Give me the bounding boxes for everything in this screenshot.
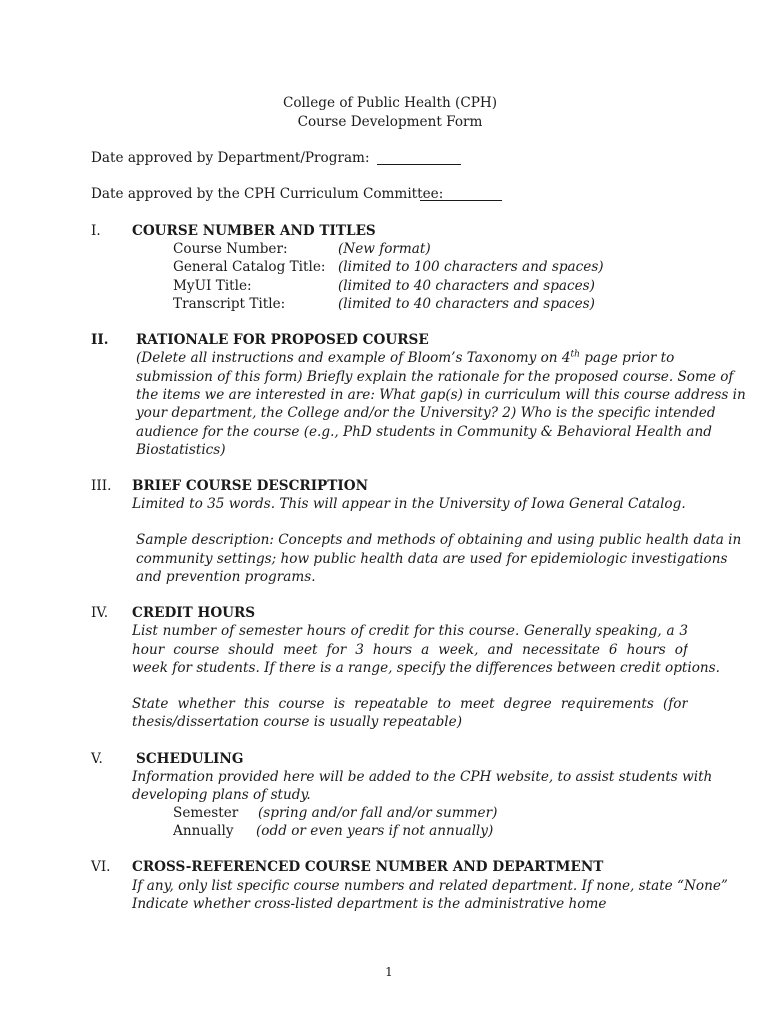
repeatable-line-2: thesis/dissertation course is usually repeatable) (132, 714, 463, 730)
semester-hint: (spring and/or fall and/or summer) (258, 805, 498, 821)
rationale-text-line-6: Biostatistics) (136, 442, 226, 458)
annually-hint: (odd or even years if not annually) (256, 823, 494, 839)
course-number-label: Course Number: (173, 241, 288, 257)
course-number-hint: (New format) (338, 241, 431, 257)
rationale-text-line-2: submission of this form) Briefly explain the rationale for the proposed course. Some of (136, 369, 734, 385)
credit-hours-line-3: week for students. If there is a range, specify the differences between credit options. (132, 660, 720, 676)
scheduling-text-line-2: developing plans of study. (132, 787, 311, 803)
section-6-numeral: VI. (91, 859, 111, 875)
section-4-title: CREDIT HOURS (132, 605, 256, 621)
sample-description-line-2: community settings; how public health data are used for epidemiologic investigations (136, 551, 728, 567)
credit-hours-line-2: hour course should meet for 3 hours a week, and necessitate 6 hours of (132, 642, 688, 658)
committee-approval-label: Date approved by the CPH Curriculum Committee: (91, 186, 444, 202)
rationale-text-line-3: the items we are interested in are: What gap(s) in curriculum will this course address in (136, 387, 746, 403)
repeatable-line-1: State whether this course is repeatable to meet degree requirements (for (132, 696, 688, 712)
section-2-numeral: II. (91, 332, 109, 348)
section-5-title: SCHEDULING (136, 751, 244, 767)
section-6-title: CROSS-REFERENCED COURSE NUMBER AND DEPARTMENT (132, 859, 604, 875)
cross-reference-line-1: If any, only list specific course numbers and related department. If none, state “None” (132, 878, 728, 894)
transcript-title-hint: (limited to 40 characters and spaces) (338, 296, 595, 312)
catalog-title-label: General Catalog Title: (173, 259, 326, 275)
myui-title-hint: (limited to 40 characters and spaces) (338, 278, 595, 294)
sample-description-line-1: Sample description: Concepts and methods of obtaining and using public health data in (136, 532, 742, 548)
scheduling-text-line-1: Information provided here will be added to the CPH website, to assist students with (132, 769, 713, 785)
sample-description-line-3: and prevention programs. (136, 569, 316, 585)
committee-approval-date-line[interactable] (420, 200, 502, 201)
section-1-numeral: I. (91, 223, 101, 239)
section-1-title: COURSE NUMBER AND TITLES (132, 223, 376, 239)
rationale-text-line-5: audience for the course (e.g., PhD students in Community & Behavioral Health and (136, 424, 712, 440)
section-2-title: RATIONALE FOR PROPOSED COURSE (136, 332, 429, 348)
rationale-text-line-1: (Delete all instructions and example of Bloom’s Taxonomy on 4th page prior to (136, 349, 675, 366)
section-3-title: BRIEF COURSE DESCRIPTION (132, 478, 369, 494)
section-3-numeral: III. (91, 478, 112, 494)
form-title: Course Development Form (297, 114, 483, 130)
department-approval-label: Date approved by Department/Program: (91, 150, 370, 166)
page-number: 1 (385, 965, 393, 979)
semester-label: Semester (173, 805, 239, 821)
rationale-text-line-4: your department, the College and/or the University? 2) Who is the specific intended (136, 405, 716, 421)
form-header-line-1: College of Public Health (CPH) (282, 95, 498, 111)
myui-title-label: MyUI Title: (173, 278, 252, 294)
section-4-numeral: IV. (91, 605, 109, 621)
section-5-numeral: V. (91, 751, 103, 767)
cross-reference-line-2: Indicate whether cross-listed department is the administrative home (132, 896, 607, 912)
transcript-title-label: Transcript Title: (173, 296, 286, 312)
department-approval-date-line[interactable] (377, 164, 461, 165)
credit-hours-line-1: List number of semester hours of credit for this course. Generally speaking, a 3 (132, 623, 688, 639)
catalog-title-hint: (limited to 100 characters and spaces) (338, 259, 604, 275)
annually-label: Annually (173, 823, 234, 839)
description-limit-text: Limited to 35 words. This will appear in the University of Iowa General Catalog. (132, 496, 686, 512)
